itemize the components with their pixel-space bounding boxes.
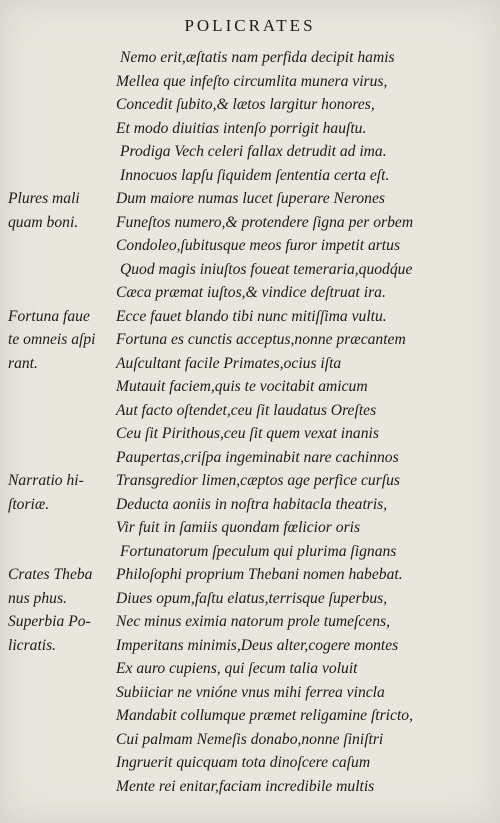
verse-line <box>0 540 500 564</box>
verse-line <box>0 258 500 282</box>
verse-line <box>0 634 500 658</box>
verse-text: Cæca præmat iuſtos,& vindice deſtruat ira. <box>116 284 386 301</box>
marginal-note: Narratio hi- <box>8 472 84 489</box>
verse-text: Mandabit collumque præmet religamine ſtricto, <box>116 707 413 724</box>
verse-text: Nec minus eximia natorum prole tumeſcens, <box>116 613 390 630</box>
verse-line <box>0 70 500 94</box>
verse-text: Fortunatorum ſpeculum qui plurima ſignans <box>120 542 397 560</box>
verse-text: Vir fuit in ſamiis quondam fœlicior oris <box>116 519 361 536</box>
verse-text: Auſcultant facile Primates,ocius iſta <box>116 354 342 372</box>
verse-text: Mellea que infeſto circumlita munera virus, <box>116 72 388 90</box>
marginal-note: Plures mali <box>8 190 80 207</box>
verse-text: Mente rei enitar,faciam incredibile multis <box>116 777 375 795</box>
verse-line <box>0 305 500 329</box>
verse-text: Innocuos lapſu ſiquidem ſententia certa eſt. <box>120 166 390 184</box>
verse-line <box>0 610 500 634</box>
marginal-note: ſtoriæ. <box>8 495 50 513</box>
verse-line <box>0 281 500 305</box>
verse-text: Philoſophi proprium Thebani nomen habebat. <box>116 566 403 583</box>
verse-line <box>0 117 500 141</box>
running-head: POLICRATES <box>184 16 316 35</box>
verse-text: Deducta aoniis in noſtra habitacla theatris, <box>116 495 388 513</box>
verse-line <box>0 140 500 164</box>
verse-line <box>0 93 500 117</box>
verse-text: Transgredior limen,cæptos age perfice curſus <box>116 472 400 489</box>
verse-text: Diues opum,faſtu elatus,terrisque ſuperbus, <box>116 589 388 607</box>
verse-line <box>0 399 500 423</box>
poem-text <box>0 46 500 798</box>
verse-line <box>0 234 500 258</box>
verse-text: Nemo erit,æſtatis nam perfida decipit hamis <box>120 49 395 66</box>
verse-text: Prodiga Vech celeri fallax detrudit ad ima. <box>120 143 387 160</box>
verse-line <box>0 187 500 211</box>
verse-line <box>0 657 500 681</box>
verse-line <box>0 211 500 235</box>
verse-text: Dum maiore numas lucet ſuperare Nerones <box>116 190 385 207</box>
marginal-note: te omneis aſpi <box>8 331 96 348</box>
verse-text: Ceu ſit Pirithous,ceu ſit quem vexat inanis <box>116 425 379 442</box>
verse-line <box>0 493 500 517</box>
verse-text: Ex auro cupiens, qui ſecum talia voluit <box>116 660 358 677</box>
verse-line <box>0 352 500 376</box>
verse-line <box>0 775 500 799</box>
verse-line <box>0 164 500 188</box>
verse-text: Condoleo,ſubitusque meos furor impetit artus <box>116 237 401 254</box>
verse-line <box>0 46 500 70</box>
verse-text: Subiiciar ne vnióne vnus mihi ferrea vincla <box>116 683 385 701</box>
verse-text: Concedit ſubito,& lætos largitur honores, <box>116 96 375 113</box>
marginal-note: quam boni. <box>8 213 79 231</box>
verse-line <box>0 587 500 611</box>
verse-line <box>0 728 500 752</box>
verse-line <box>0 446 500 470</box>
verse-line <box>0 328 500 352</box>
verse-text: Fortuna es cunctis acceptus,nonne præcantem <box>116 331 406 348</box>
verse-line <box>0 469 500 493</box>
verse-line <box>0 516 500 540</box>
verse-text: Aut facto oſtendet,ceu ſit laudatus Oreſtes <box>116 401 377 419</box>
verse-line <box>0 681 500 705</box>
marginal-note: nus phus. <box>8 589 67 607</box>
marginal-note: licratis. <box>8 636 57 654</box>
verse-text: Funeſtos numero,& protendere ſigna per orbem <box>116 213 414 231</box>
marginal-note: Fortuna faue <box>8 307 90 325</box>
verse-text: Et modo diuitias intenſo porrigit hauſtu. <box>116 119 367 137</box>
verse-text: Ecce fauet blando tibi nunc mitiſſima vultu. <box>116 307 387 325</box>
verse-text: Quod magis iniuſtos foueat temeraria,quodq́ue <box>120 260 413 278</box>
verse-text: Paupertas,criſpa ingeminabit nare cachinnos <box>116 448 399 466</box>
marginal-note: Crates Theba <box>8 566 93 583</box>
marginal-note: rant. <box>8 354 38 372</box>
verse-line <box>0 563 500 587</box>
verse-line <box>0 375 500 399</box>
marginal-note: Superbia Po- <box>8 613 91 630</box>
verse-line <box>0 704 500 728</box>
verse-text: Ingruerit quicquam tota dinoſcere caſum <box>116 754 371 771</box>
verse-line <box>0 751 500 775</box>
verse-text: Cui palmam Nemeſis donabo,nonne ſiniſtri <box>116 730 384 748</box>
verse-text: Imperitans minimis,Deus alter,cogere montes <box>116 636 399 654</box>
verse-line <box>0 422 500 446</box>
verse-text: Mutauit faciem,quis te vocitabit amicum <box>116 378 368 395</box>
